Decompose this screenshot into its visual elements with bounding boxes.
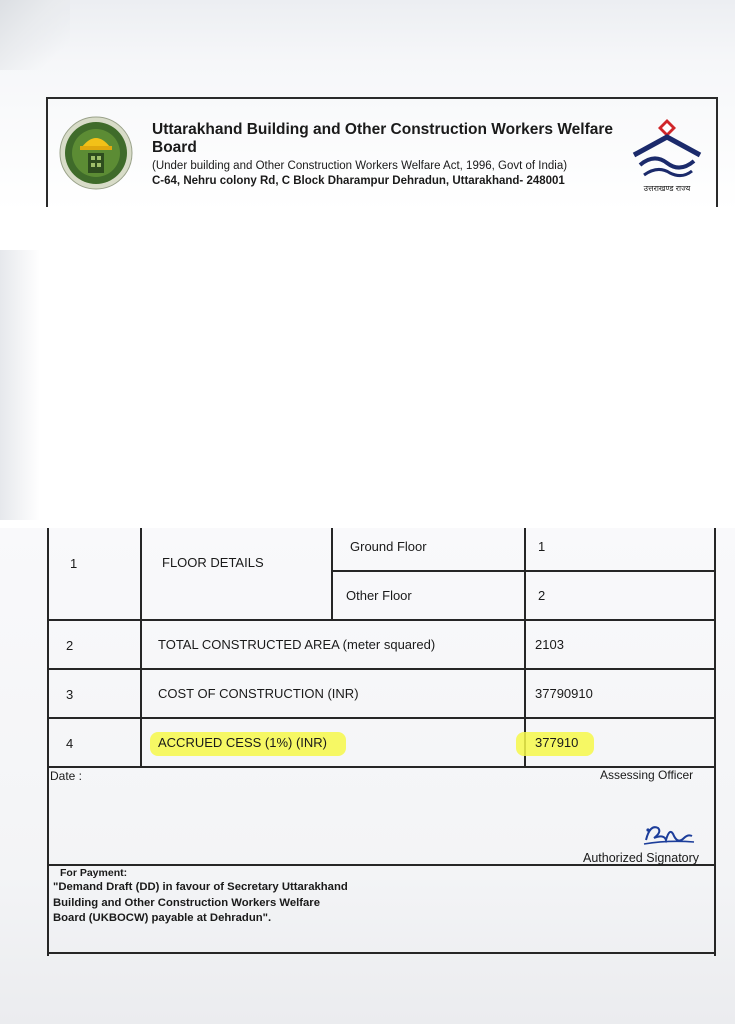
row-2-label: TOTAL CONSTRUCTED AREA (meter squared) — [158, 637, 436, 652]
row-3-value: 37790910 — [535, 686, 593, 701]
state-emblem — [628, 113, 706, 199]
corner-shadow — [0, 0, 70, 70]
welfare-board-logo-icon — [58, 115, 134, 191]
row-4-label: ACCRUED CESS (1%) (INR) — [158, 735, 328, 750]
row-1-sno: 1 — [70, 556, 78, 571]
authorized-signatory-label: Authorized Signatory — [583, 851, 700, 865]
org-name: Uttarakhand Building and Other Construction Workers Welfare Board — [152, 121, 614, 156]
assessing-officer-label: Assessing Officer — [600, 768, 694, 782]
row-1-label: FLOOR DETAILS — [162, 555, 264, 570]
ground-floor-value: 1 — [538, 539, 546, 554]
letterhead — [46, 97, 718, 207]
other-floor-value: 2 — [538, 588, 546, 603]
signature-icon — [640, 818, 696, 852]
uttarakhand-emblem-icon — [628, 113, 706, 183]
row-4-sno: 4 — [66, 736, 74, 751]
address-line: C-64, Nehru colony Rd, C Block Dharampur Dehradun, Uttarakhand- 248001 — [152, 175, 565, 187]
payment-instructions: "Demand Draft (DD) in favour of Secretary Uttarakhand Building and Other Construction Workers Welfare Board (UKBOCW) payable at Dehradun". — [53, 881, 348, 925]
other-floor-label: Other Floor — [346, 588, 412, 603]
edge-shadow — [0, 250, 40, 520]
row-3-sno: 3 — [66, 687, 74, 702]
payment-title: For Payment: — [60, 867, 128, 879]
act-line: (Under building and Other Construction Workers Welfare Act, 1996, Govt of India) — [152, 160, 568, 172]
row-2-value: 2103 — [535, 637, 564, 652]
row-2-sno: 2 — [66, 638, 74, 653]
ground-floor-label: Ground Floor — [350, 539, 427, 554]
emblem-label: उत्तराखण्ड राज्य — [643, 184, 691, 193]
row-4-value: 377910 — [535, 735, 579, 750]
date-label: Date : — [50, 769, 83, 783]
row-3-label: COST OF CONSTRUCTION (INR) — [158, 686, 359, 701]
